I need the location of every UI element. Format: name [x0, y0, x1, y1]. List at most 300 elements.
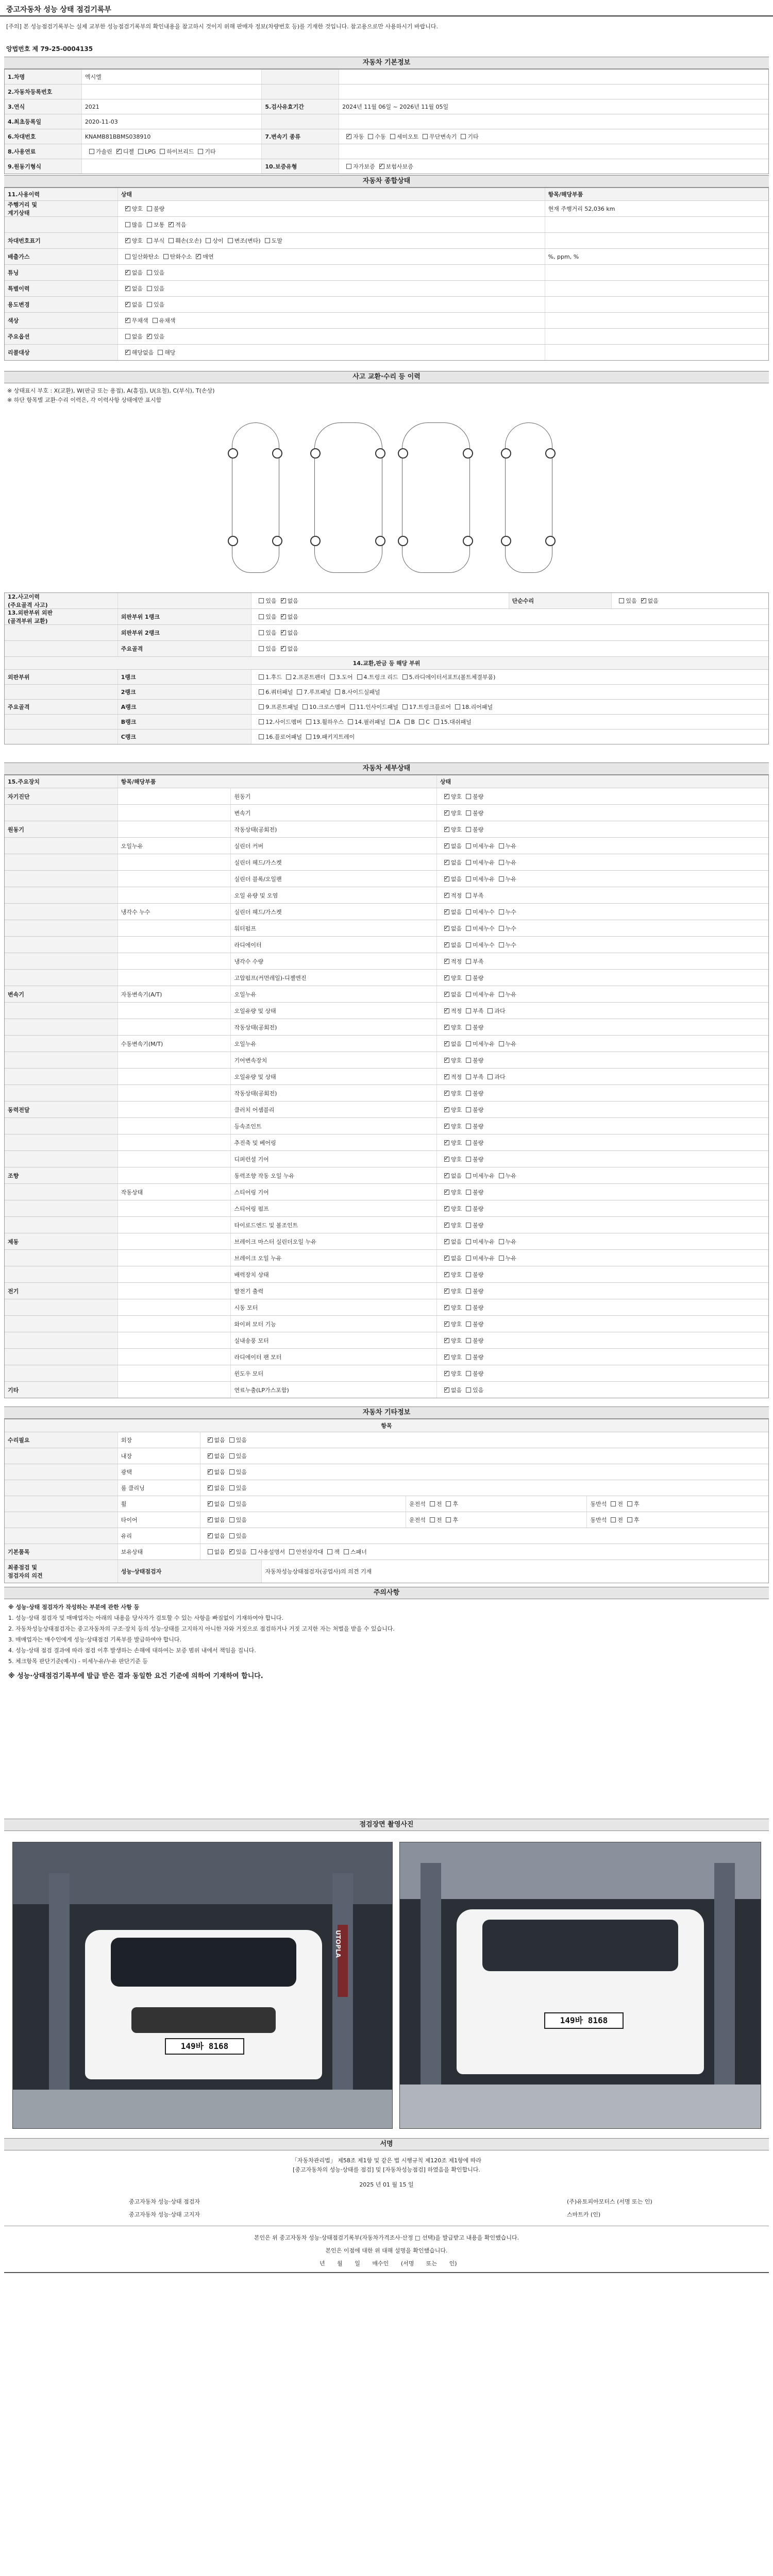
detail-sub: [118, 953, 231, 969]
general-checkbox[interactable]: [147, 270, 152, 275]
other-option-label: 없음: [214, 1501, 225, 1507]
table-row: [5, 1134, 768, 1151]
detail-checkbox[interactable]: [444, 1338, 449, 1343]
general-checkbox[interactable]: [125, 270, 130, 275]
section-caution-title: 주의사항: [4, 1587, 769, 1599]
warranty-checkbox[interactable]: [379, 164, 384, 169]
detail-checkbox[interactable]: [444, 827, 449, 832]
detail-checkbox[interactable]: [466, 1107, 471, 1112]
part-checkbox[interactable]: [259, 704, 264, 709]
table-row: [5, 1266, 768, 1283]
other-checkbox[interactable]: [229, 1501, 234, 1506]
other-checkbox[interactable]: [229, 1469, 234, 1475]
other-item: 보유상태: [118, 1544, 200, 1560]
general-checkbox[interactable]: [147, 222, 152, 227]
simple-repair-checkbox[interactable]: [641, 598, 646, 603]
detail-checkbox[interactable]: [466, 843, 471, 849]
detail-checkbox[interactable]: [466, 1354, 471, 1360]
part-checkbox[interactable]: [306, 734, 311, 739]
general-checkbox[interactable]: [147, 334, 152, 339]
transmission-checkbox[interactable]: [461, 134, 466, 139]
detail-checkbox[interactable]: [444, 1041, 449, 1046]
detail-option-label: 없음: [450, 842, 462, 850]
general-checkbox[interactable]: [228, 238, 233, 243]
table-row: [5, 281, 768, 297]
other-checkbox[interactable]: [251, 1549, 256, 1554]
detail-checkbox[interactable]: [499, 992, 504, 997]
detail-option-label: 적정: [450, 892, 462, 899]
accident-checkbox[interactable]: [281, 630, 286, 635]
other-checkbox[interactable]: [208, 1469, 213, 1475]
detail-checkbox[interactable]: [466, 1305, 471, 1310]
table-row: [5, 986, 768, 1003]
other-checkbox[interactable]: [289, 1549, 294, 1554]
detail-checkbox[interactable]: [466, 1025, 471, 1030]
detail-checkbox[interactable]: [466, 959, 471, 964]
other-checkbox[interactable]: [229, 1437, 234, 1443]
detail-checkbox[interactable]: [499, 843, 504, 849]
detail-checkbox[interactable]: [444, 1206, 449, 1211]
detail-checkbox[interactable]: [466, 860, 471, 865]
caution-warning: ※ 성능·상태점검기록부에 발급 받은 결과 동일한 요건 기준에 의하여 기재하여 합니다.: [8, 1672, 263, 1680]
accident-checkbox[interactable]: [259, 646, 264, 651]
part-option-label: 1.후드: [265, 674, 282, 681]
fuel-checkbox[interactable]: [89, 149, 94, 154]
detail-option-label: 불량: [473, 1271, 484, 1278]
detail-option-label: 양호: [450, 974, 462, 981]
detail-checkbox[interactable]: [466, 1371, 471, 1376]
detail-checkbox[interactable]: [488, 1008, 493, 1013]
detail-checkbox[interactable]: [466, 926, 471, 931]
detail-checkbox[interactable]: [444, 1354, 449, 1360]
table-row: [5, 1283, 768, 1299]
other-checkbox[interactable]: [208, 1517, 213, 1522]
part-checkbox[interactable]: [402, 704, 408, 709]
other-checkbox[interactable]: [208, 1437, 213, 1443]
detail-options: [437, 1316, 768, 1332]
detail-checkbox[interactable]: [499, 860, 504, 865]
general-checkbox[interactable]: [125, 206, 130, 211]
part-checkbox[interactable]: [330, 674, 335, 680]
general-checkbox[interactable]: [125, 350, 130, 355]
detail-option-label: 없음: [450, 1172, 462, 1179]
fuel-checkbox[interactable]: [160, 149, 165, 154]
detail-checkbox[interactable]: [444, 1256, 449, 1261]
general-options: [118, 281, 545, 296]
detail-checkbox[interactable]: [444, 1387, 449, 1393]
detail-checkbox[interactable]: [466, 1190, 471, 1195]
title-divider: [0, 15, 773, 16]
other-checkbox[interactable]: [344, 1549, 349, 1554]
detail-checkbox[interactable]: [466, 1387, 471, 1393]
detail-options: [437, 887, 768, 903]
detail-checkbox[interactable]: [444, 1190, 449, 1195]
detail-checkbox[interactable]: [444, 1025, 449, 1030]
accident-checkbox[interactable]: [259, 630, 264, 635]
detail-checkbox[interactable]: [466, 909, 471, 914]
detail-checkbox[interactable]: [444, 1223, 449, 1228]
parts-rank: 2랭크: [118, 685, 252, 699]
general-checkbox[interactable]: [147, 302, 152, 307]
part-checkbox[interactable]: [259, 734, 264, 739]
detail-options: [437, 838, 768, 854]
other-option-label: 없음: [214, 1517, 225, 1523]
detail-checkbox[interactable]: [499, 1041, 504, 1046]
side-checkbox[interactable]: [611, 1501, 616, 1506]
general-option-label: 없음: [131, 301, 143, 308]
general-option-label: 훼손(오손): [175, 238, 202, 244]
detail-checkbox[interactable]: [444, 1008, 449, 1013]
detail-options: [437, 1019, 768, 1035]
part-checkbox[interactable]: [402, 674, 408, 680]
detail-checkbox[interactable]: [444, 1371, 449, 1376]
detail-checkbox[interactable]: [444, 1091, 449, 1096]
detail-checkbox[interactable]: [466, 1256, 471, 1261]
detail-sub: [118, 1118, 231, 1134]
detail-option-label: 양호: [450, 1353, 462, 1361]
detail-checkbox[interactable]: [466, 1008, 471, 1013]
general-checkbox[interactable]: [147, 206, 152, 211]
section-accident-title: 사고 교환·수리 등 이력: [4, 371, 769, 383]
other-checkbox[interactable]: [208, 1485, 213, 1490]
detail-option-label: 불량: [473, 1156, 484, 1163]
part-checkbox[interactable]: [357, 674, 362, 680]
side-checkbox[interactable]: [430, 1501, 435, 1506]
detail-checkbox[interactable]: [488, 1074, 493, 1079]
general-option-label: 무채색: [131, 317, 148, 324]
detail-checkbox[interactable]: [466, 1239, 471, 1244]
table-row: [5, 805, 768, 821]
general-option-label: 불량: [153, 206, 165, 212]
detail-checkbox[interactable]: [466, 876, 471, 882]
table-row: [5, 609, 768, 625]
part-checkbox[interactable]: [259, 719, 264, 724]
other-checkbox[interactable]: [229, 1549, 234, 1554]
detail-sub: [118, 1266, 231, 1282]
basic-value: [339, 114, 768, 129]
other-side-label: 운전석: [409, 1517, 426, 1523]
detail-checkbox[interactable]: [466, 827, 471, 832]
transmission-checkbox[interactable]: [423, 134, 428, 139]
diagram-wheel: [375, 536, 385, 546]
detail-checkbox[interactable]: [444, 876, 449, 882]
detail-checkbox[interactable]: [466, 794, 471, 799]
general-checkbox[interactable]: [169, 222, 174, 227]
general-checkbox[interactable]: [169, 238, 174, 243]
detail-checkbox[interactable]: [499, 926, 504, 931]
other-checkbox[interactable]: [229, 1453, 234, 1459]
detail-sub: 작동상태: [118, 1184, 231, 1200]
part-checkbox[interactable]: [405, 719, 410, 724]
parts-rank: B랭크: [118, 715, 252, 729]
page-title: 중고자동차 성능 상태 점검기록부: [6, 6, 111, 14]
accident-label: 12.사고이력 (주요골격 사고): [5, 593, 118, 608]
detail-checkbox[interactable]: [466, 1124, 471, 1129]
detail-option-label: 양호: [450, 1370, 462, 1377]
fuel-checkbox[interactable]: [138, 149, 143, 154]
detail-checkbox[interactable]: [444, 1173, 449, 1178]
table-row: [5, 1184, 768, 1200]
general-checkbox[interactable]: [147, 286, 152, 291]
accident-option-label: 없음: [287, 646, 298, 652]
table-row: [5, 249, 768, 265]
detail-option-label: 적정: [450, 1073, 462, 1080]
detail-checkbox[interactable]: [444, 942, 449, 947]
transmission-checkbox[interactable]: [390, 134, 395, 139]
detail-checkbox[interactable]: [466, 1206, 471, 1211]
fuel-option-label: LPG: [144, 148, 156, 155]
detail-checkbox[interactable]: [444, 794, 449, 799]
detail-item: 작동상태(공회전): [231, 821, 436, 837]
general-extra: [545, 297, 768, 312]
table-row: [5, 1382, 768, 1398]
detail-option-label: 누유: [505, 1255, 516, 1262]
general-checkbox[interactable]: [265, 238, 270, 243]
general-label: [5, 217, 118, 232]
basic-label: 8.사용연료: [5, 144, 82, 159]
accident-checkbox[interactable]: [281, 614, 286, 619]
general-checkbox[interactable]: [196, 254, 201, 259]
other-checkbox[interactable]: [229, 1485, 234, 1490]
detail-checkbox[interactable]: [499, 1239, 504, 1244]
detail-checkbox[interactable]: [466, 1041, 471, 1046]
side-checkbox[interactable]: [430, 1517, 435, 1522]
general-label: 특별이력: [5, 281, 118, 296]
accident-table: [4, 592, 769, 744]
detail-checkbox[interactable]: [444, 1157, 449, 1162]
part-option-label: 10.크로스멤버: [309, 704, 346, 710]
section-general-title: 자동차 종합상태: [4, 175, 769, 188]
accident-option-label: 없음: [287, 598, 298, 604]
detail-checkbox[interactable]: [499, 942, 504, 947]
fuel-checkbox[interactable]: [116, 149, 122, 154]
detail-checkbox[interactable]: [444, 1272, 449, 1277]
detail-option-label: 불량: [473, 826, 484, 833]
accident-checkbox[interactable]: [259, 614, 264, 619]
fuel-checkbox[interactable]: [198, 149, 203, 154]
basic-info-table: [4, 69, 769, 174]
detail-item: 윈도우 모터: [231, 1365, 436, 1381]
detail-checkbox[interactable]: [499, 1173, 504, 1178]
detail-option-label: 불량: [473, 1287, 484, 1295]
detail-checkbox[interactable]: [466, 992, 471, 997]
detail-checkbox[interactable]: [499, 909, 504, 914]
detail-checkbox[interactable]: [466, 1058, 471, 1063]
simple-repair-checkbox[interactable]: [619, 598, 624, 603]
other-option-label: 없음: [214, 1469, 225, 1476]
detail-checkbox[interactable]: [444, 1289, 449, 1294]
detail-checkbox[interactable]: [444, 810, 449, 816]
detail-option-label: 미세누유: [473, 1238, 495, 1245]
basic-value: 엑시엘: [82, 70, 262, 84]
general-checkbox[interactable]: [125, 334, 130, 339]
general-checkbox[interactable]: [125, 222, 130, 227]
side-checkbox[interactable]: [446, 1501, 451, 1506]
detail-option-label: 부족: [473, 1073, 484, 1080]
table-row: [5, 84, 768, 99]
part-checkbox[interactable]: [306, 719, 311, 724]
part-checkbox[interactable]: [348, 719, 353, 724]
other-checkbox[interactable]: [208, 1501, 213, 1506]
general-option-label: 양호: [131, 206, 143, 212]
detail-option-label: 양호: [450, 1024, 462, 1031]
detail-options: [437, 1036, 768, 1052]
accident-checkbox[interactable]: [259, 598, 264, 603]
detail-checkbox[interactable]: [444, 992, 449, 997]
sign-buyer-sign: (서명 또는 인): [400, 2260, 457, 2267]
other-group: [5, 1448, 118, 1464]
accident-checkbox[interactable]: [281, 598, 286, 603]
side-checkbox[interactable]: [446, 1517, 451, 1522]
detail-sub: [118, 1217, 231, 1233]
sign-month: 월: [337, 2260, 343, 2267]
basic-value: [339, 70, 768, 84]
part-checkbox[interactable]: [455, 704, 460, 709]
detail-sub: [118, 1003, 231, 1019]
general-checkbox[interactable]: [125, 286, 130, 291]
general-options: [118, 217, 545, 232]
general-option-label: 있음: [153, 269, 165, 276]
other-checkbox[interactable]: [327, 1549, 332, 1554]
part-checkbox[interactable]: [259, 689, 264, 694]
transmission-checkbox[interactable]: [368, 134, 373, 139]
part-checkbox[interactable]: [350, 704, 355, 709]
detail-item: 타이로드엔드 및 볼조인트: [231, 1217, 436, 1233]
part-checkbox[interactable]: [286, 674, 291, 680]
table-row: [5, 1036, 768, 1052]
detail-checkbox[interactable]: [466, 942, 471, 947]
part-checkbox[interactable]: [297, 689, 302, 694]
sign-buyer-line-1: 본인은 위 중고자동차 성능·상태점검기록부(자동차가격조사·산정 □ 선택)을 발급받고 내용을 확인했습니다.: [254, 2234, 519, 2241]
other-checkbox[interactable]: [208, 1453, 213, 1459]
diagram-wheel: [398, 536, 408, 546]
detail-checkbox[interactable]: [466, 893, 471, 898]
detail-checkbox[interactable]: [466, 1173, 471, 1178]
detail-checkbox[interactable]: [466, 1289, 471, 1294]
detail-checkbox[interactable]: [444, 1058, 449, 1063]
other-checkbox[interactable]: [208, 1549, 213, 1554]
notice-text: [주의] 본 성능점검기록부는 실제 교부한 성능점검기록부의 확인내용을 참고하시 것이지 위해 판매자 정보(차량번호 등)를 기재한 것입니다. 참고용으로만 사용하시기 바랍니다.: [6, 23, 439, 30]
part-checkbox[interactable]: [259, 674, 264, 680]
general-checkbox[interactable]: [125, 302, 130, 307]
detail-item: 오일 유량 및 오염: [231, 887, 436, 903]
detail-option-label: 불량: [473, 1090, 484, 1097]
detail-checkbox[interactable]: [444, 959, 449, 964]
detail-checkbox[interactable]: [444, 843, 449, 849]
detail-checkbox[interactable]: [466, 1272, 471, 1277]
table-row: [5, 1003, 768, 1019]
detail-checkbox[interactable]: [466, 975, 471, 980]
accident-options: [251, 609, 768, 624]
detail-option-label: 누수: [505, 941, 516, 948]
general-checkbox[interactable]: [147, 238, 152, 243]
diagram-wheel: [545, 448, 556, 459]
basic-value: [82, 84, 262, 99]
detail-checkbox[interactable]: [444, 909, 449, 914]
side-checkbox[interactable]: [627, 1501, 632, 1506]
detail-checkbox[interactable]: [466, 1091, 471, 1096]
part-checkbox[interactable]: [419, 719, 424, 724]
detail-item: 연료누출(LP가스포함): [231, 1382, 436, 1398]
detail-checkbox[interactable]: [466, 1074, 471, 1079]
detail-checkbox[interactable]: [444, 1140, 449, 1145]
general-checkbox[interactable]: [125, 238, 130, 243]
table-row: [5, 1233, 768, 1250]
detail-checkbox[interactable]: [499, 1256, 504, 1261]
detail-option-label: 불량: [473, 1123, 484, 1130]
detail-checkbox[interactable]: [444, 975, 449, 980]
accident-legend-note: ※ 하단 항목별 교환·수리 이력은, 각 이력사항 상태에만 표시함: [7, 397, 162, 403]
detail-checkbox[interactable]: [466, 1140, 471, 1145]
warranty-checkbox[interactable]: [346, 164, 351, 169]
detail-checkbox[interactable]: [466, 1321, 471, 1327]
detail-checkbox[interactable]: [444, 893, 449, 898]
detail-checkbox[interactable]: [466, 810, 471, 816]
part-checkbox[interactable]: [390, 719, 395, 724]
general-checkbox[interactable]: [125, 254, 130, 259]
general-checkbox[interactable]: [163, 254, 169, 259]
part-checkbox[interactable]: [303, 704, 308, 709]
other-checkbox[interactable]: [229, 1533, 234, 1538]
caution-para-1: 1. 성능·상태 점검자 및 매매업자는 아래의 내용을 당사자가 검토할 수 있는 사항을 빠짐없이 기재하여야 합니다.: [8, 1615, 283, 1621]
detail-device: 전기: [5, 1283, 118, 1299]
detail-options: [437, 1101, 768, 1117]
detail-checkbox[interactable]: [444, 1239, 449, 1244]
parts-title: 14.교환,판금 등 해당 부위: [5, 657, 768, 669]
general-checkbox[interactable]: [158, 350, 163, 355]
detail-options: [437, 1052, 768, 1068]
detail-option-label: 없음: [450, 991, 462, 998]
part-checkbox[interactable]: [335, 689, 340, 694]
detail-option-label: 불량: [473, 1139, 484, 1146]
side-checkbox[interactable]: [627, 1517, 632, 1522]
detail-checkbox[interactable]: [444, 1305, 449, 1310]
table-row: [5, 854, 768, 871]
other-checkbox[interactable]: [208, 1533, 213, 1538]
table-row: [5, 700, 768, 715]
detail-option-label: 미세누유: [473, 859, 495, 866]
detail-options: [437, 953, 768, 969]
detail-checkbox[interactable]: [466, 1157, 471, 1162]
detail-checkbox[interactable]: [444, 1107, 449, 1112]
detail-sub: [118, 1299, 231, 1315]
detail-device: 자기진단: [5, 788, 118, 804]
general-checkbox[interactable]: [153, 318, 158, 323]
side-checkbox[interactable]: [611, 1517, 616, 1522]
general-checkbox[interactable]: [125, 318, 130, 323]
detail-checkbox[interactable]: [444, 926, 449, 931]
general-label: 용도변경: [5, 297, 118, 312]
table-row: [5, 1019, 768, 1036]
other-checkbox[interactable]: [229, 1517, 234, 1522]
detail-checkbox[interactable]: [466, 1338, 471, 1343]
accident-label: 13.외판부위 외판 (골격부위 교환): [5, 609, 118, 624]
detail-checkbox[interactable]: [444, 1321, 449, 1327]
general-option-label: 없음: [131, 269, 143, 276]
detail-device: [5, 1134, 118, 1150]
general-checkbox[interactable]: [206, 238, 211, 243]
detail-options: [437, 854, 768, 870]
transmission-checkbox[interactable]: [346, 134, 351, 139]
detail-checkbox[interactable]: [444, 860, 449, 865]
accident-checkbox[interactable]: [281, 646, 286, 651]
part-checkbox[interactable]: [434, 719, 439, 724]
detail-checkbox[interactable]: [466, 1223, 471, 1228]
diagram-wheel: [228, 536, 238, 546]
detail-checkbox[interactable]: [444, 1074, 449, 1079]
detail-checkbox[interactable]: [499, 876, 504, 882]
detail-checkbox[interactable]: [444, 1124, 449, 1129]
